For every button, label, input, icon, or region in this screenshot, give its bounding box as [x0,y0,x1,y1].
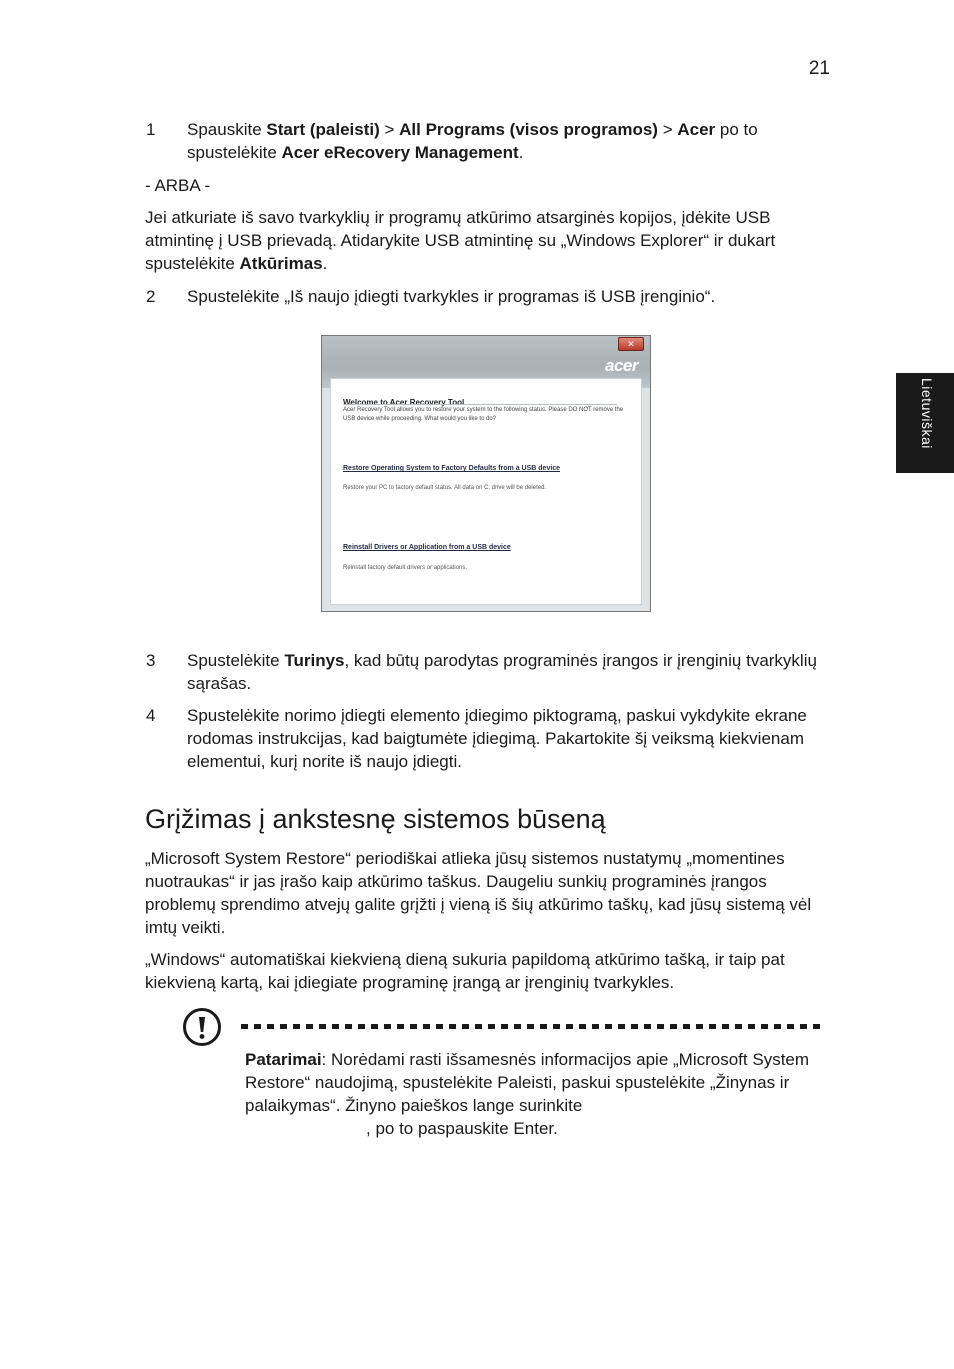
note-line2: , po to paspauskite Enter. [366,1119,558,1138]
reinstall-drivers-description: Reinstall factory default drivers or applications. [343,565,468,571]
bold-text: Acer [677,120,716,139]
exclamation-icon [183,1008,221,1046]
text-run: . [322,254,328,273]
step-text [187,704,832,773]
recovery-tool-screenshot [321,335,651,612]
restore-os-description: Restore your PC to factory default status. All data on C: drive will be deleted. [343,485,547,491]
usb-paragraph [145,206,835,275]
body-paragraph: „Windows“ automatiškai kiekvieną dieną sukuria papildomą atkūrimo tašką, ir taip pat kiekvieną kartą, kai įdiegiate programinę įrangą ar įrenginių tvarkykles. [145,950,785,992]
bold-text: Turinys [284,651,345,670]
text-run: Spustelėkite „Iš naujo įdiegti tvarkykles ir programas iš USB įrenginio“. [187,287,716,306]
recovery-tool-title: Welcome to Acer Recovery Tool [343,398,465,407]
step-text [187,118,832,164]
note-divider [241,1024,825,1029]
restore-os-link: Restore Operating System to Factory Defaults from a USB device [343,465,561,472]
step-text [187,285,832,308]
text-run: . [518,143,524,162]
text-run: Spustelėkite [187,651,285,670]
step-number: 4 [146,706,156,725]
step-number: 2 [146,287,156,306]
recovery-tool-description: Acer Recovery Tool allows you to restore your system to the following status. Please DO NOT remove the USB device while proceeding. What would you like to do? [343,407,624,422]
text-run: po to spustelėkite [187,120,758,162]
note-line1: : Norėdami rasti išsamesnės informacijos apie „Microsoft System Restore“ naudojimą, spustelėkite Paleisti, paskui spustelėkite „Žinynas ir palaikymas“. Žinyno paieškos lange surinkite [245,1050,810,1115]
note-text [245,1048,830,1140]
arba-separator: - ARBA - [145,176,211,195]
body-paragraph: „Microsoft System Restore“ periodiškai atlieka jūsų sistemos nustatymų „momentines nuotraukas“ ir jas įrašo kaip atkūrimo taškus. Daugeliu sunkių programinės įrangos problemų sprendimo atvejų galite grįžti į vieną iš šių atkūrimo taškų, kad jūsų sistemą vėl imtų veikti. [145,849,812,937]
reinstall-drivers-link: Reinstall Drivers or Application from a USB device [343,544,511,551]
text-run: Spauskite [187,120,267,139]
section-heading: Grįžimas į ankstesnę sistemos būseną [145,804,606,834]
title-divider [343,404,617,405]
step-number: 3 [146,651,156,670]
note-label: Patarimai [245,1050,322,1069]
step-number: 1 [146,120,156,139]
close-icon: ✕ [618,337,644,351]
text-run: Spustelėkite norimo įdiegti elemento įdiegimo piktogramą, paskui vykdykite ekrane rodomas instrukcijas, kad baigtumėte įdiegimą. Pakartokite šį veiksmą kiekvienam elementui, kurį norite iš naujo įdiegti. [187,706,807,771]
acer-logo: acer [605,356,638,375]
text-run: , kad būtų parodytas programinės įrangos ir įrenginių tvarkyklių sąrašas. [187,651,817,693]
bold-text: Start (paleisti) [266,120,380,139]
text-run: > [657,120,678,139]
bold-text: Atkūrimas [239,254,323,273]
bold-text: Acer eRecovery Management [281,143,519,162]
text-run: Jei atkuriate iš savo tvarkyklių ir programų atkūrimo atsarginės kopijos, įdėkite USB atmintinę į USB prievadą. Atidarykite USB atmintinę su „Windows Explorer“ ir dukart spustelėkite [145,208,776,273]
bold-text: All Programs (visos programos) [399,120,658,139]
recovery-tool-panel [330,378,642,605]
language-side-tab [896,373,954,473]
step-text [187,649,832,695]
language-side-tab-label: Lietuviškai [919,378,935,449]
text-run: > [379,120,400,139]
page-number: 21 [808,58,830,79]
